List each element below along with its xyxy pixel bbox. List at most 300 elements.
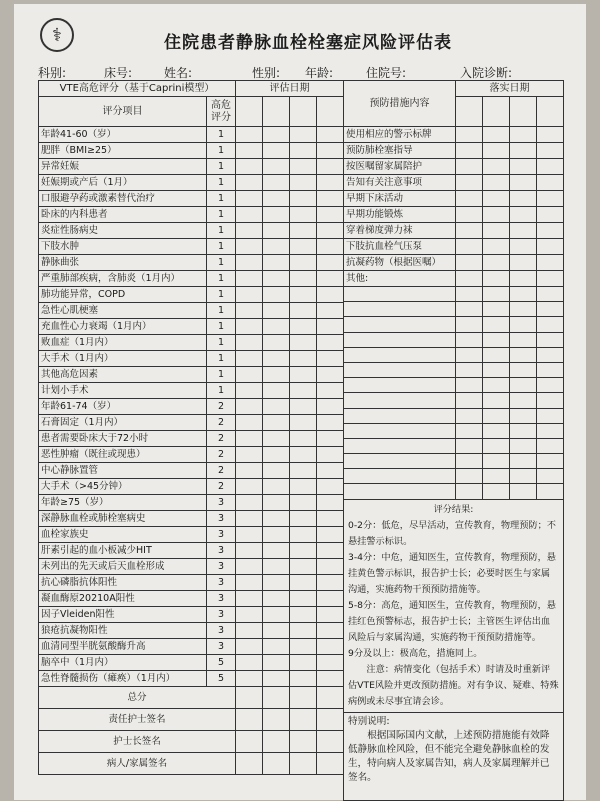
impl-check-cell[interactable] [483,332,510,347]
score-entry-cell[interactable] [290,239,317,255]
impl-check-cell[interactable] [483,408,510,423]
impl-check-cell[interactable] [537,207,564,223]
impl-check-cell[interactable] [510,454,537,469]
score-entry-cell[interactable] [236,143,263,159]
score-entry-cell[interactable] [290,351,317,367]
signature-cell[interactable] [290,731,317,753]
score-entry-cell[interactable] [317,655,344,671]
signature-cell[interactable] [263,731,290,753]
score-entry-cell[interactable] [263,639,290,655]
score-entry-cell[interactable] [290,559,317,575]
impl-check-cell[interactable] [510,423,537,438]
impl-date-cell[interactable] [483,97,510,127]
impl-check-cell[interactable] [537,191,564,207]
score-entry-cell[interactable] [236,239,263,255]
impl-check-cell[interactable] [456,454,483,469]
impl-check-cell[interactable] [483,302,510,317]
field-admission-no[interactable]: 住院号: [366,66,407,80]
score-entry-cell[interactable] [290,463,317,479]
score-entry-cell[interactable] [317,207,344,223]
score-entry-cell[interactable] [290,383,317,399]
signature-cell[interactable] [317,753,344,775]
impl-check-cell[interactable] [483,484,510,499]
score-entry-cell[interactable] [263,335,290,351]
blank-measure-cell[interactable] [344,347,456,362]
impl-check-cell[interactable] [510,378,537,393]
score-entry-cell[interactable] [290,415,317,431]
risk-factor-row [39,319,344,335]
score-entry-cell[interactable] [236,687,263,709]
score-entry-cell[interactable] [317,463,344,479]
score-entry-cell[interactable] [263,303,290,319]
score-entry-cell[interactable] [236,639,263,655]
risk-factor-score: 5 [207,671,236,687]
score-entry-cell[interactable] [236,367,263,383]
score-entry-cell[interactable] [236,575,263,591]
score-entry-cell[interactable] [290,303,317,319]
score-entry-cell[interactable] [263,511,290,527]
impl-check-cell[interactable] [537,332,564,347]
blank-measure-cell[interactable] [344,393,456,408]
impl-check-cell[interactable] [483,255,510,271]
score-entry-cell[interactable] [263,687,290,709]
score-entry-cell[interactable] [290,607,317,623]
field-name[interactable]: 姓名: [164,66,193,80]
score-entry-cell[interactable] [236,543,263,559]
score-entry-cell[interactable] [263,607,290,623]
impl-check-cell[interactable] [483,207,510,223]
score-entry-cell[interactable] [236,399,263,415]
blank-measure-cell[interactable] [344,469,456,484]
impl-check-cell[interactable] [456,332,483,347]
score-entry-cell[interactable] [317,399,344,415]
impl-check-cell[interactable] [537,393,564,408]
impl-check-cell[interactable] [483,143,510,159]
eval-date-cell[interactable] [290,97,317,127]
score-entry-cell[interactable] [290,255,317,271]
score-entry-cell[interactable] [236,495,263,511]
score-entry-cell[interactable] [263,175,290,191]
impl-check-cell[interactable] [510,332,537,347]
risk-factor-label: 急性脊髓损伤（瘫痪）（1月内） [39,671,207,687]
impl-check-cell[interactable] [510,271,537,287]
field-diagnosis[interactable]: 入院诊断: [460,66,513,80]
impl-check-cell[interactable] [456,191,483,207]
blank-measure-cell[interactable] [344,332,456,347]
score-entry-cell[interactable] [290,575,317,591]
form-title: 住院患者静脉血栓栓塞症风险评估表 [164,33,452,53]
signature-cell[interactable] [317,731,344,753]
impl-check-cell[interactable] [456,317,483,332]
impl-date-cell[interactable] [537,97,564,127]
impl-check-cell[interactable] [456,143,483,159]
score-entry-cell[interactable] [263,623,290,639]
impl-check-cell[interactable] [456,469,483,484]
score-entry-cell[interactable] [263,367,290,383]
impl-check-cell[interactable] [456,378,483,393]
impl-check-cell[interactable] [483,175,510,191]
risk-factor-label: 年龄41-60（岁） [39,127,207,143]
score-entry-cell[interactable] [236,559,263,575]
score-entry-cell[interactable] [317,687,344,709]
score-entry-cell[interactable] [317,559,344,575]
field-bed[interactable]: 床号: [104,66,133,80]
score-entry-cell[interactable] [317,575,344,591]
impl-check-cell[interactable] [537,255,564,271]
score-entry-cell[interactable] [236,527,263,543]
score-entry-cell[interactable] [290,319,317,335]
impl-check-cell[interactable] [537,317,564,332]
risk-factor-row [39,671,344,687]
score-entry-cell[interactable] [290,175,317,191]
score-entry-cell[interactable] [263,591,290,607]
blank-measure-cell[interactable] [344,484,456,499]
impl-check-cell[interactable] [456,207,483,223]
impl-check-cell[interactable] [537,378,564,393]
score-entry-cell[interactable] [263,159,290,175]
impl-check-cell[interactable] [510,287,537,302]
score-entry-cell[interactable] [317,191,344,207]
score-entry-cell[interactable] [317,383,344,399]
score-entry-cell[interactable] [236,223,263,239]
score-entry-cell[interactable] [263,399,290,415]
impl-check-cell[interactable] [510,484,537,499]
risk-factor-score: 1 [207,335,236,351]
score-entry-cell[interactable] [263,127,290,143]
impl-check-cell[interactable] [537,362,564,377]
score-entry-cell[interactable] [263,383,290,399]
impl-check-cell[interactable] [483,159,510,175]
score-entry-cell[interactable] [317,255,344,271]
score-entry-cell[interactable] [236,607,263,623]
score-entry-cell[interactable] [317,127,344,143]
risk-factor-score: 3 [207,511,236,527]
impl-check-cell[interactable] [483,438,510,453]
score-entry-cell[interactable] [317,543,344,559]
score-entry-cell[interactable] [236,351,263,367]
impl-check-cell[interactable] [456,438,483,453]
score-entry-cell[interactable] [317,239,344,255]
score-entry-cell[interactable] [236,415,263,431]
score-entry-cell[interactable] [290,543,317,559]
score-entry-cell[interactable] [317,367,344,383]
impl-check-cell[interactable] [510,302,537,317]
score-entry-cell[interactable] [236,303,263,319]
score-entry-cell[interactable] [236,655,263,671]
blank-measure-row [344,438,564,453]
signature-cell[interactable] [263,709,290,731]
impl-check-cell[interactable] [510,143,537,159]
impl-check-cell[interactable] [537,239,564,255]
score-entry-cell[interactable] [290,623,317,639]
impl-check-cell[interactable] [510,438,537,453]
blank-measure-cell[interactable] [344,423,456,438]
score-entry-cell[interactable] [263,543,290,559]
signature-cell[interactable] [236,753,263,775]
signature-cell[interactable] [263,753,290,775]
impl-check-cell[interactable] [456,127,483,143]
risk-factor-label: 狼疮抗凝物阳性 [39,623,207,639]
score-entry-cell[interactable] [290,687,317,709]
score-entry-cell[interactable] [317,447,344,463]
blank-measure-cell[interactable] [344,438,456,453]
risk-factor-label: 大手术（>45分钟） [39,479,207,495]
impl-check-cell[interactable] [510,223,537,239]
score-entry-cell[interactable] [290,655,317,671]
score-entry-cell[interactable] [263,271,290,287]
impl-check-cell[interactable] [456,393,483,408]
score-entry-cell[interactable] [290,367,317,383]
impl-check-cell[interactable] [537,287,564,302]
score-entry-cell[interactable] [317,175,344,191]
score-entry-cell[interactable] [317,495,344,511]
risk-factor-score: 1 [207,223,236,239]
field-sex[interactable]: 性别: [252,66,281,80]
score-entry-cell[interactable] [263,239,290,255]
impl-check-cell[interactable] [456,423,483,438]
impl-check-cell[interactable] [483,347,510,362]
impl-check-cell[interactable] [537,423,564,438]
impl-check-cell[interactable] [483,317,510,332]
patient-family-signature-label: 病人/家属签名 [39,753,236,775]
impl-check-cell[interactable] [483,271,510,287]
score-entry-cell[interactable] [290,159,317,175]
impl-check-cell[interactable] [537,454,564,469]
score-entry-cell[interactable] [317,623,344,639]
impl-check-cell[interactable] [456,347,483,362]
impl-check-cell[interactable] [483,393,510,408]
score-entry-cell[interactable] [236,335,263,351]
score-entry-cell[interactable] [290,527,317,543]
signature-cell[interactable] [317,709,344,731]
blank-measure-cell[interactable] [344,302,456,317]
score-entry-cell[interactable] [263,415,290,431]
score-entry-cell[interactable] [290,143,317,159]
impl-check-cell[interactable] [537,484,564,499]
score-entry-cell[interactable] [290,591,317,607]
field-dept[interactable]: 科别: [38,66,67,80]
impl-check-cell[interactable] [483,378,510,393]
score-entry-cell[interactable] [290,191,317,207]
impl-check-cell[interactable] [483,423,510,438]
impl-check-cell[interactable] [537,408,564,423]
score-entry-cell[interactable] [263,671,290,687]
score-entry-cell[interactable] [236,463,263,479]
score-entry-cell[interactable] [263,191,290,207]
risk-factor-score: 1 [207,255,236,271]
score-entry-cell[interactable] [236,159,263,175]
impl-check-cell[interactable] [537,175,564,191]
score-entry-cell[interactable] [263,143,290,159]
score-entry-cell[interactable] [236,431,263,447]
impl-check-cell[interactable] [537,223,564,239]
score-entry-cell[interactable] [236,383,263,399]
score-entry-cell[interactable] [236,175,263,191]
score-entry-cell[interactable] [290,207,317,223]
score-entry-cell[interactable] [317,223,344,239]
score-entry-cell[interactable] [236,447,263,463]
impl-check-cell[interactable] [537,159,564,175]
special-notes-title: 特别说明: [348,715,390,727]
score-entry-cell[interactable] [236,479,263,495]
risk-factor-label: 大手术（1月内） [39,351,207,367]
impl-check-cell[interactable] [510,362,537,377]
impl-check-cell[interactable] [510,159,537,175]
score-entry-cell[interactable] [236,191,263,207]
score-entry-cell[interactable] [317,511,344,527]
score-entry-cell[interactable] [236,271,263,287]
impl-check-cell[interactable] [456,362,483,377]
score-entry-cell[interactable] [290,511,317,527]
score-entry-cell[interactable] [263,351,290,367]
score-entry-cell[interactable] [317,335,344,351]
impl-check-cell[interactable] [456,175,483,191]
impl-check-cell[interactable] [456,239,483,255]
impl-check-cell[interactable] [483,362,510,377]
impl-check-cell[interactable] [510,207,537,223]
impl-check-cell[interactable] [537,347,564,362]
impl-date-cell[interactable] [510,97,537,127]
blank-measure-cell[interactable] [344,378,456,393]
impl-check-cell[interactable] [456,271,483,287]
score-entry-cell[interactable] [317,527,344,543]
score-entry-cell[interactable] [290,127,317,143]
impl-check-cell[interactable] [483,454,510,469]
score-entry-cell[interactable] [263,447,290,463]
score-entry-cell[interactable] [317,591,344,607]
impl-check-cell[interactable] [537,438,564,453]
score-entry-cell[interactable] [317,415,344,431]
risk-factor-row [39,271,344,287]
blank-measure-cell[interactable] [344,317,456,332]
blank-measure-cell[interactable] [344,454,456,469]
signature-cell[interactable] [236,731,263,753]
score-entry-cell[interactable] [290,223,317,239]
impl-check-cell[interactable] [510,347,537,362]
score-entry-cell[interactable] [317,271,344,287]
score-entry-cell[interactable] [263,255,290,271]
impl-check-cell[interactable] [510,175,537,191]
signature-cell[interactable] [290,709,317,731]
score-entry-cell[interactable] [263,431,290,447]
score-entry-cell[interactable] [236,319,263,335]
blank-measure-cell[interactable] [344,287,456,302]
impl-check-cell[interactable] [456,223,483,239]
risk-factor-row [39,303,344,319]
impl-check-cell[interactable] [510,191,537,207]
score-entry-cell[interactable] [290,495,317,511]
score-entry-cell[interactable] [263,527,290,543]
impl-check-cell[interactable] [510,469,537,484]
score-entry-cell[interactable] [236,511,263,527]
score-entry-cell[interactable] [290,287,317,303]
impl-check-cell[interactable] [483,239,510,255]
score-entry-cell[interactable] [317,351,344,367]
score-entry-cell[interactable] [236,671,263,687]
impl-check-cell[interactable] [537,127,564,143]
impl-date-cell[interactable] [456,97,483,127]
impl-check-cell[interactable] [510,255,537,271]
blank-measure-cell[interactable] [344,408,456,423]
impl-check-cell[interactable] [510,317,537,332]
eval-date-cell[interactable] [317,97,344,127]
score-entry-cell[interactable] [263,495,290,511]
score-entry-cell[interactable] [263,223,290,239]
impl-check-cell[interactable] [456,255,483,271]
impl-check-cell[interactable] [510,127,537,143]
impl-check-cell[interactable] [510,393,537,408]
blank-measure-cell[interactable] [344,362,456,377]
score-entry-cell[interactable] [290,479,317,495]
score-entry-cell[interactable] [317,303,344,319]
score-entry-cell[interactable] [236,127,263,143]
score-entry-cell[interactable] [236,207,263,223]
score-entry-cell[interactable] [263,319,290,335]
score-entry-cell[interactable] [263,287,290,303]
impl-check-cell[interactable] [456,302,483,317]
impl-check-cell[interactable] [537,302,564,317]
impl-check-cell[interactable] [456,159,483,175]
score-entry-cell[interactable] [317,319,344,335]
score-entry-cell[interactable] [263,655,290,671]
score-entry-cell[interactable] [317,431,344,447]
score-entry-cell[interactable] [236,287,263,303]
eval-date-cell[interactable] [263,97,290,127]
score-entry-cell[interactable] [317,607,344,623]
blank-measure-row [344,362,564,377]
impl-check-cell[interactable] [483,223,510,239]
impl-check-cell[interactable] [483,127,510,143]
impl-check-cell[interactable] [537,143,564,159]
score-entry-cell[interactable] [290,447,317,463]
score-entry-cell[interactable] [263,575,290,591]
impl-check-cell[interactable] [456,484,483,499]
signature-cell[interactable] [290,753,317,775]
score-entry-cell[interactable] [290,639,317,655]
score-entry-cell[interactable] [290,399,317,415]
score-entry-cell[interactable] [290,431,317,447]
impl-check-cell[interactable] [537,271,564,287]
field-age[interactable]: 年龄: [305,66,334,80]
score-entry-cell[interactable] [236,623,263,639]
score-entry-cell[interactable] [263,479,290,495]
score-entry-cell[interactable] [236,255,263,271]
impl-check-cell[interactable] [510,239,537,255]
score-entry-cell[interactable] [317,287,344,303]
impl-check-cell[interactable] [483,191,510,207]
score-entry-cell[interactable] [290,671,317,687]
signature-cell[interactable] [236,709,263,731]
score-entry-cell[interactable] [263,559,290,575]
score-entry-cell[interactable] [317,639,344,655]
impl-check-cell[interactable] [456,287,483,302]
score-entry-cell[interactable] [263,207,290,223]
impl-check-cell[interactable] [537,469,564,484]
score-entry-cell[interactable] [317,671,344,687]
score-entry-cell[interactable] [317,159,344,175]
impl-check-cell[interactable] [483,287,510,302]
score-entry-cell[interactable] [290,335,317,351]
score-entry-cell[interactable] [263,463,290,479]
eval-date-cell[interactable] [236,97,263,127]
impl-check-cell[interactable] [483,469,510,484]
score-entry-cell[interactable] [290,271,317,287]
score-entry-cell[interactable] [317,143,344,159]
score-entry-cell[interactable] [236,591,263,607]
impl-check-cell[interactable] [456,408,483,423]
score-entry-cell[interactable] [317,479,344,495]
impl-check-cell[interactable] [510,408,537,423]
